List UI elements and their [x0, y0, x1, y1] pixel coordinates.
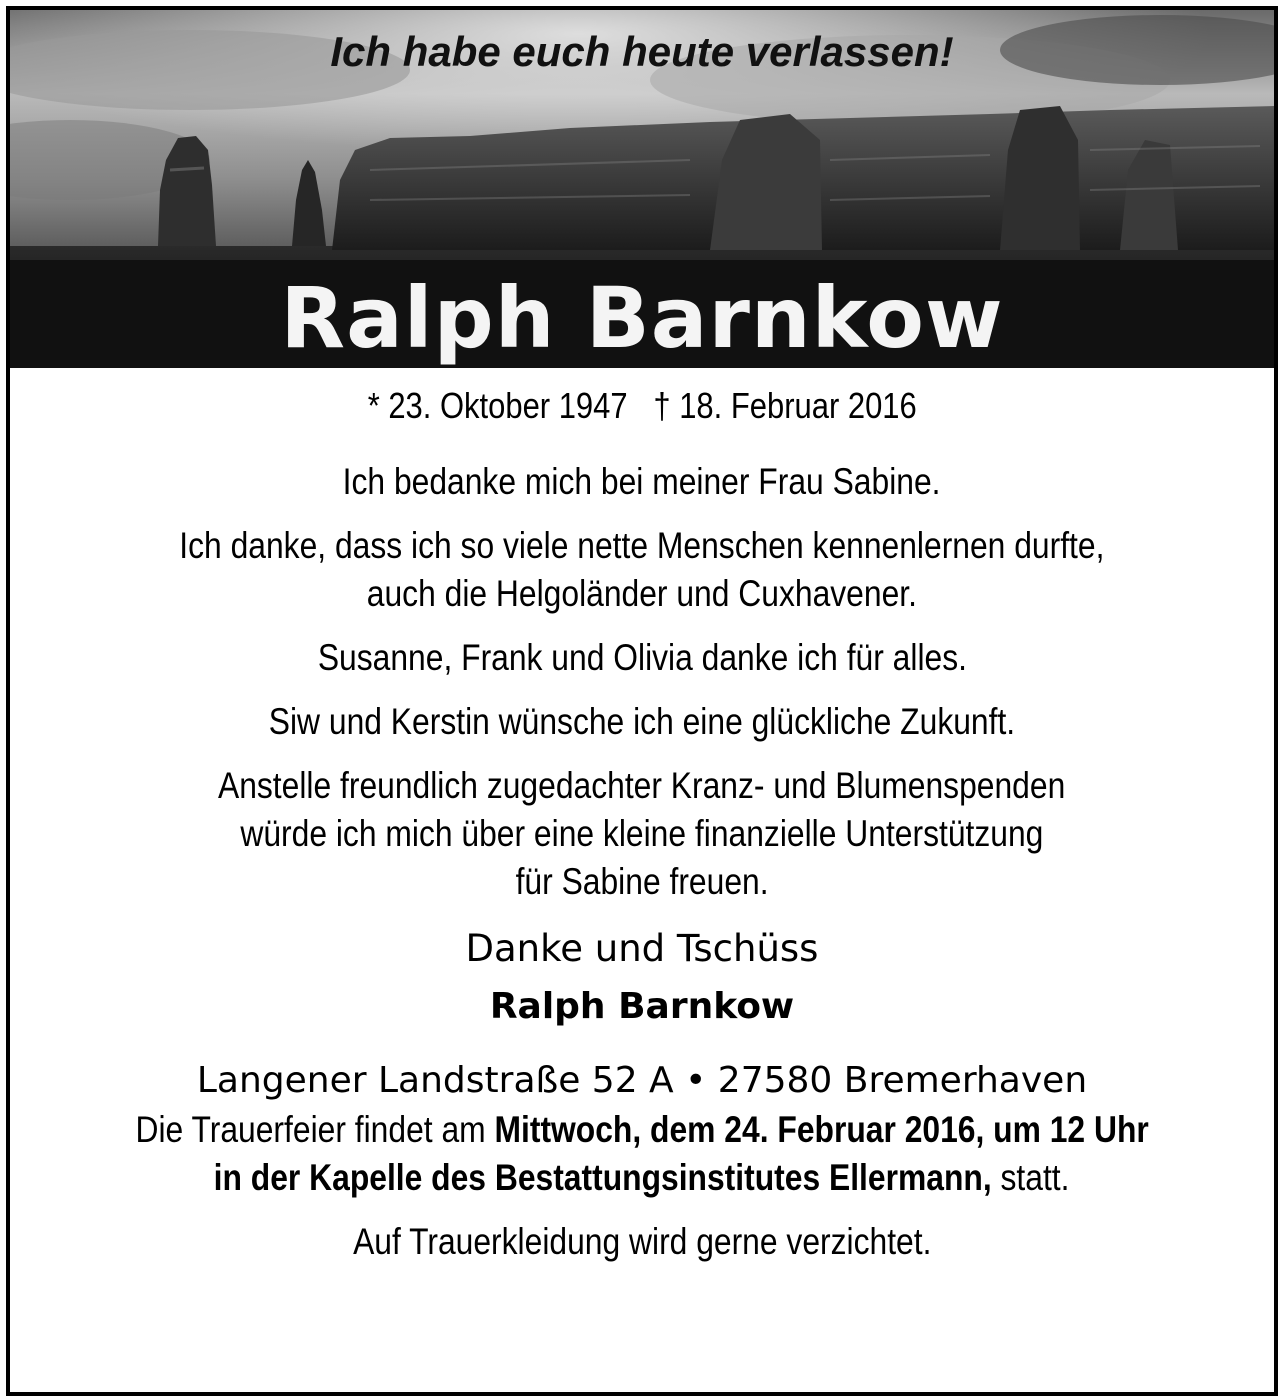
address: Langener Landstraße 52 A • 27580 Bremerhaven — [196, 1060, 1088, 1101]
service-post: statt. — [992, 1157, 1070, 1198]
notice-body — [10, 380, 1274, 1266]
closing: Danke und Tschüss — [465, 927, 819, 970]
dress-note: Auf Trauerkleidung wird gerne verzichtet. — [352, 1221, 932, 1262]
life-dates — [10, 380, 1274, 432]
service-where: in der Kapelle des Bestattungsinstitutes Ellermann, — [214, 1157, 993, 1198]
thanks-family: Susanne, Frank und Olivia danke ich für alles. — [317, 637, 967, 678]
donation-line3: für Sabine freuen. — [515, 861, 769, 902]
service-when: Mittwoch, dem 24. Februar 2016, um 12 Uhr — [494, 1109, 1149, 1150]
motto: Ich habe euch heute verlassen! — [330, 28, 954, 75]
death-date: † 18. Februar 2016 — [653, 385, 917, 426]
signature: Ralph Barnkow — [489, 986, 795, 1027]
thanks-people-line1: Ich danke, dass ich so viele nette Menschen kennenlernen durfte, — [179, 525, 1105, 566]
donation-line2: würde ich mich über eine kleine finanzielle Unterstützung — [240, 813, 1044, 854]
service-line1 — [10, 1106, 1274, 1154]
header-photo — [10, 10, 1274, 368]
obituary-notice — [6, 6, 1278, 1396]
service-pre: Die Trauerfeier findet am — [135, 1109, 495, 1150]
wish-future: Siw und Kerstin wünsche ich eine glückliche Zukunft. — [268, 701, 1016, 742]
thanks-wife: Ich bedanke mich bei meiner Frau Sabine. — [343, 461, 941, 502]
deceased-name: Ralph Barnkow — [280, 269, 1004, 367]
donation-line1: Anstelle freundlich zugedachter Kranz- und Blumenspenden — [218, 765, 1066, 806]
thanks-people-line2: auch die Helgoländer und Cuxhavener. — [366, 573, 918, 614]
birth-date: * 23. Oktober 1947 — [367, 385, 628, 426]
service-line2 — [10, 1154, 1274, 1202]
